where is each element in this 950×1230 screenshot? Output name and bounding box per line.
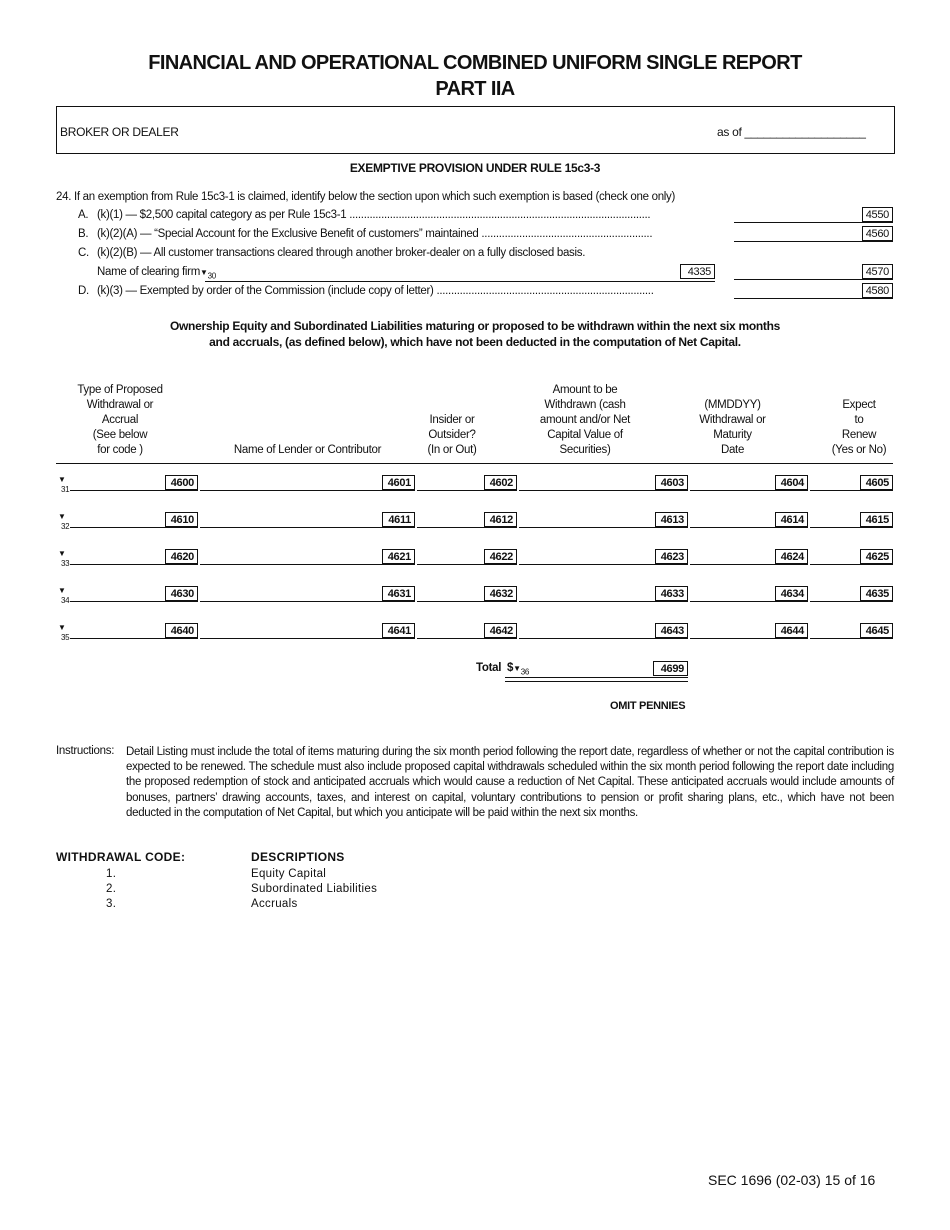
option-letter: B. (78, 228, 89, 240)
column-header-line: Date (720, 444, 745, 456)
row-input-field[interactable] (810, 564, 893, 565)
option-letter: A. (78, 209, 89, 221)
row-input-field[interactable] (690, 638, 808, 639)
row-input-field[interactable] (519, 601, 688, 602)
code-box: 4634 (775, 586, 808, 601)
column-header-line: to (854, 414, 864, 426)
column-header-line: Securities) (559, 444, 611, 456)
code-box: 4602 (484, 475, 517, 490)
code-box: 4623 (655, 549, 688, 564)
option-checkbox-line[interactable] (734, 298, 893, 299)
as-of-field[interactable]: as of ___________________ (717, 125, 866, 139)
column-header-line: Withdrawal or (86, 399, 154, 411)
column-header-line: Amount to be (552, 384, 618, 396)
row-input-field[interactable] (417, 527, 517, 528)
row-input-field[interactable] (690, 564, 808, 565)
code-box: 4643 (655, 623, 688, 638)
option-letter: C. (78, 247, 89, 259)
total-label: Total (476, 662, 502, 674)
row-marker (58, 513, 69, 531)
option-text: (k)(3) — Exempted by order of the Commission (include copy of letter) ........................................................................... (97, 285, 654, 297)
form-title: FINANCIAL AND OPERATIONAL COMBINED UNIFORM SINGLE REPORT (148, 52, 802, 74)
code-box: 4560 (862, 226, 893, 241)
broker-dealer-label: BROKER OR DEALER (60, 125, 179, 139)
code-box: 4600 (165, 475, 198, 490)
code-box: 4611 (382, 512, 415, 527)
column-header-line: Renew (841, 429, 877, 441)
column-header-line: Maturity (713, 429, 752, 441)
row-input-field[interactable] (200, 564, 415, 565)
column-header-line: Expect (842, 399, 876, 411)
total-input[interactable] (505, 677, 688, 678)
column-header-line: (MMDDYY) (704, 399, 761, 411)
clearing-firm-label-text: Name of clearing firm (97, 266, 200, 278)
column-header-line: Withdrawn (cash (544, 399, 626, 411)
marker-number: 32 (61, 522, 70, 531)
total-currency (507, 662, 529, 676)
code-box: 4621 (382, 549, 415, 564)
code-box: 4605 (860, 475, 893, 490)
row-input-field[interactable] (690, 490, 808, 491)
row-input-field[interactable] (70, 638, 198, 639)
form-subtitle: PART IIA (435, 78, 515, 100)
marker-number: 34 (61, 596, 70, 605)
code-number: 1. (106, 868, 117, 880)
code-box: 4632 (484, 586, 517, 601)
row-input-field[interactable] (690, 601, 808, 602)
code-box: 4613 (655, 512, 688, 527)
code-box: 4624 (775, 549, 808, 564)
row-input-field[interactable] (810, 601, 893, 602)
row-marker (58, 624, 69, 642)
row-marker (58, 587, 69, 605)
column-header-line: (See below (92, 429, 148, 441)
question-24-text: 24. If an exemption from Rule 15c3-1 is claimed, identify below the section upon which such exemption is based (check one only) (56, 191, 676, 203)
row-input-field[interactable] (810, 490, 893, 491)
code-box-4335: 4335 (680, 264, 715, 279)
marker-arrow-icon: ▼ (58, 549, 66, 558)
row-input-field[interactable] (519, 490, 688, 491)
header-rule (56, 463, 893, 464)
column-header (200, 443, 415, 458)
code-box: 4603 (655, 475, 688, 490)
code-box: 4622 (484, 549, 517, 564)
column-header (510, 383, 660, 458)
code-number: 2. (106, 883, 117, 895)
code-box: 4550 (862, 207, 893, 222)
marker-arrow-icon: ▼ (58, 475, 66, 484)
marker-arrow-icon: ▼ (58, 512, 66, 521)
marker-arrow-icon: ▼ (199, 268, 208, 277)
column-header-line: Name of Lender or Contributor (233, 444, 382, 456)
row-marker (58, 550, 69, 568)
option-checkbox-line[interactable] (734, 279, 893, 280)
row-input-field[interactable] (70, 527, 198, 528)
marker-arrow-icon: ▼ (58, 586, 66, 595)
marker-number: 31 (61, 485, 70, 494)
option-text: (k)(2)(B) — All customer transactions cleared through another broker-dealer on a fully disclosed basis. (97, 247, 586, 259)
column-header-line: amount and/or Net (539, 414, 631, 426)
code-description: Accruals (251, 898, 298, 910)
code-box: 4640 (165, 623, 198, 638)
clearing-firm-input[interactable] (205, 281, 715, 282)
row-input-field[interactable] (200, 490, 415, 491)
code-box: 4570 (862, 264, 893, 279)
option-letter: D. (78, 285, 89, 297)
dollar-sign: $ (507, 662, 514, 674)
descriptions-label: DESCRIPTIONS (251, 850, 345, 864)
column-header-line: for code ) (97, 444, 143, 456)
row-marker (58, 476, 69, 494)
code-box: 4641 (382, 623, 415, 638)
row-input-field[interactable] (417, 601, 517, 602)
instructions-text: Detail Listing must include the total of items maturing during the six month period following the report date, regardless of whether or not the capital contribution is expected to be renewed. The schedule must also include proposed capital withdrawals scheduled within the six month period following the report date including the proposed redemption of stock and anticipated accruals which would cause a reduction of Net Capital. These anticipated accruals would include amounts of bonuses, partners’ drawing accounts, taxes, and interest on capital, voluntary contributions to pension or profit sharing plans, etc., which have not been deducted in the computation of Net Capital, but which you anticipate will be paid within the next six months. (126, 746, 894, 819)
row-input-field[interactable] (70, 601, 198, 602)
column-header (670, 398, 795, 458)
code-box: 4580 (862, 283, 893, 298)
column-header-line: (Yes or No) (831, 444, 887, 456)
instructions-label: Instructions: (56, 745, 115, 757)
code-box: 4631 (382, 586, 415, 601)
column-header-line: Withdrawal or (699, 414, 766, 426)
code-box: 4633 (655, 586, 688, 601)
code-box: 4635 (860, 586, 893, 601)
code-box: 4645 (860, 623, 893, 638)
withdrawal-code-label: WITHDRAWAL CODE: (56, 850, 186, 864)
clearing-firm-label (97, 266, 216, 280)
option-checkbox-line[interactable] (734, 241, 893, 242)
row-input-field[interactable] (200, 601, 415, 602)
broker-header-box (56, 106, 895, 154)
column-header-line: (In or Out) (427, 444, 477, 456)
row-input-field[interactable] (417, 638, 517, 639)
marker-number: 33 (61, 559, 70, 568)
column-header-line: Insider or (429, 414, 475, 426)
marker-number: 35 (61, 633, 70, 642)
code-box: 4610 (165, 512, 198, 527)
column-header-line: Accrual (101, 414, 139, 426)
row-input-field[interactable] (70, 490, 198, 491)
column-header-line: Capital Value of (547, 429, 623, 441)
ownership-heading-line: and accruals, (as defined below), which have not been deducted in the computation of Net Capital. (209, 335, 741, 349)
marker-number: 36 (520, 667, 530, 677)
code-box: 4604 (775, 475, 808, 490)
code-box: 4612 (484, 512, 517, 527)
option-checkbox-line[interactable] (734, 222, 893, 223)
code-description: Equity Capital (251, 868, 327, 880)
code-box: 4630 (165, 586, 198, 601)
code-description: Subordinated Liabilities (251, 883, 378, 895)
row-input-field[interactable] (200, 638, 415, 639)
column-header (820, 398, 898, 458)
row-input-field[interactable] (417, 490, 517, 491)
marker-arrow-icon: ▼ (58, 623, 66, 632)
form-footer: SEC 1696 (02-03) 15 of 16 (708, 1172, 876, 1188)
code-box: 4601 (382, 475, 415, 490)
code-number: 3. (106, 898, 117, 910)
row-input-field[interactable] (690, 527, 808, 528)
omit-pennies-note: OMIT PENNIES (610, 700, 686, 712)
total-double-rule (505, 681, 688, 682)
row-input-field[interactable] (417, 564, 517, 565)
column-header-line: Type of Proposed (77, 384, 163, 396)
column-header (70, 383, 170, 458)
row-input-field[interactable] (70, 564, 198, 565)
code-box: 4614 (775, 512, 808, 527)
code-box: 4615 (860, 512, 893, 527)
code-box: 4620 (165, 549, 198, 564)
code-box: 4625 (860, 549, 893, 564)
marker-arrow-icon: ▼ (513, 664, 521, 673)
marker-number: 30 (207, 271, 216, 281)
code-box-4699: 4699 (653, 661, 688, 676)
option-text: (k)(2)(A) — “Special Account for the Exclusive Benefit of customers” maintained ........................................................... (97, 228, 653, 240)
row-input-field[interactable] (519, 564, 688, 565)
ownership-heading (0, 318, 950, 350)
row-input-field[interactable] (200, 527, 415, 528)
column-header-line: Outsider? (428, 429, 476, 441)
code-box: 4644 (775, 623, 808, 638)
option-text: (k)(1) — $2,500 capital category as per Rule 15c3-1 ........................................................................................................ (97, 209, 651, 221)
row-input-field[interactable] (810, 638, 893, 639)
row-input-field[interactable] (519, 527, 688, 528)
row-input-field[interactable] (810, 527, 893, 528)
code-box: 4642 (484, 623, 517, 638)
row-input-field[interactable] (519, 638, 688, 639)
section-title: EXEMPTIVE PROVISION UNDER RULE 15c3-3 (349, 161, 601, 175)
ownership-heading-line: Ownership Equity and Subordinated Liabilities maturing or proposed to be withdrawn within the next six months (169, 319, 780, 333)
column-header (417, 413, 487, 458)
